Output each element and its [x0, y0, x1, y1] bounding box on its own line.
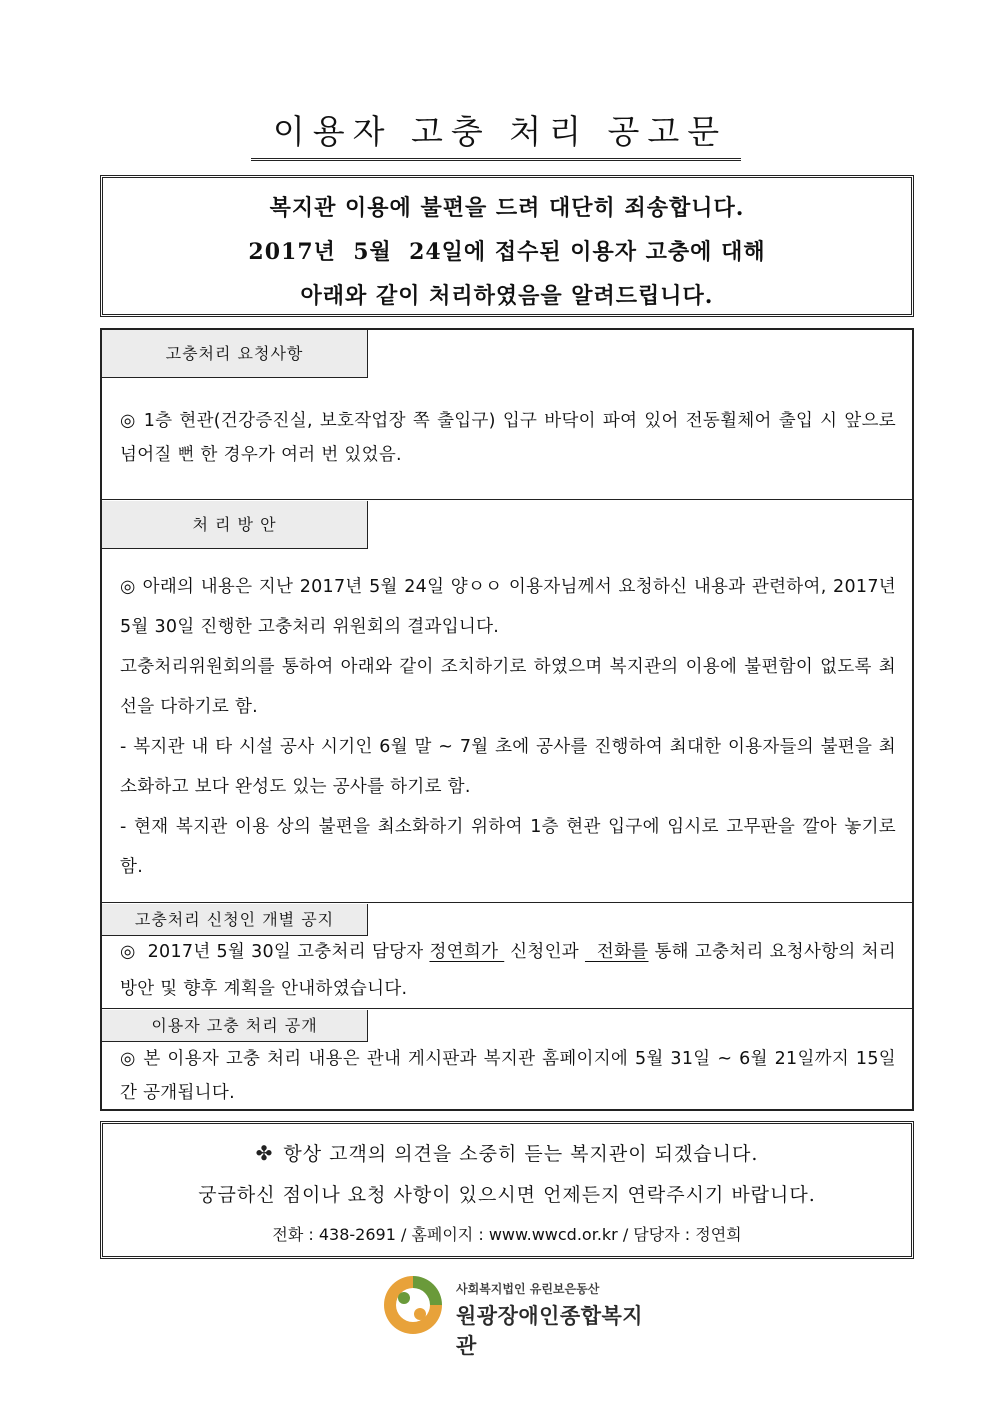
logo-name: 원광장애인종합복지관 [456, 1304, 644, 1358]
notice-label: 고충처리 신청인 개별 공지 [102, 904, 368, 936]
disclosure-label: 이용자 고충 처리 공개 [102, 1010, 368, 1042]
solution-paragraph-4: - 현재 복지관 이용 상의 불편을 최소화하기 위하여 1층 현관 입구에 임시로 고무판을 깔아 놓기로 함. [120, 817, 896, 877]
section-divider [102, 1008, 912, 1009]
notice-person: 정연희가 [429, 942, 505, 962]
section-divider [102, 499, 912, 500]
solution-label: 처 리 방 안 [102, 501, 368, 549]
solution-paragraph-3: - 복지관 내 타 시설 공사 시기인 6월 말 ~ 7월 초에 공사를 진행하여 최대한 이용자들의 불편을 최소화하고 보다 완성도 있는 공사를 하기로 함. [120, 737, 896, 797]
intro-line-2: 2017년 5월 24일에 접수된 이용자 고충에 대해 [248, 239, 766, 265]
disclosure-text: ◎ 본 이용자 고충 처리 내용은 관내 게시판과 복지관 홈페이지에 5월 31일 ~ 6월 21일까지 15일 간 공개됩니다. [120, 1049, 896, 1103]
notice-text [120, 934, 896, 1008]
clover-icon: ✤ [255, 1141, 274, 1165]
solution-paragraph-1: ◎ 아래의 내용은 지난 2017년 5월 24일 양ㅇㅇ 이용자님께서 요청하신 내용과 관련하여, 2017년 5월 30일 진행한 고충처리 위원회의 결과입니다. [120, 577, 896, 637]
notice-text-start: ◎ 2017년 5월 30일 고충처리 담당자 [120, 942, 430, 962]
solution-section [102, 501, 912, 901]
footer-line-2: 궁금하신 점이나 요청 사항이 있으시면 언제든지 연락주시기 바랍니다. [198, 1184, 816, 1206]
logo-subtitle: 사회복지법인 유린보은동산 [456, 1282, 600, 1296]
organization-logo [380, 1272, 650, 1358]
request-label: 고충처리 요청사항 [102, 330, 368, 378]
request-section [102, 330, 912, 500]
footer-line-1-text: 항상 고객의 의견을 소중히 듣는 복지관이 되겠습니다. [283, 1143, 759, 1165]
section-divider [102, 902, 912, 903]
page-title [0, 110, 992, 161]
intro-box [100, 175, 914, 317]
solution-paragraph-2: 고충처리위원회의를 통하여 아래와 같이 조치하기로 하였으며 복지관의 이용에 불편함이 없도록 최선을 다하기로 함. [120, 657, 896, 717]
title-text: 이용자 고충 처리 공고문 [251, 110, 741, 161]
main-content-box [100, 328, 914, 1111]
notice-section [102, 904, 912, 1008]
intro-line-1: 복지관 이용에 불편을 드려 대단히 죄송합니다. [269, 195, 745, 221]
footer-line-1 [103, 1138, 911, 1169]
contact-info: 전화 : 438-2691 / 홈페이지 : www.wwcd.or.kr / 담당자 : 정연희 [272, 1225, 742, 1244]
footer-box [100, 1121, 914, 1259]
request-text: ◎ 1층 현관(건강증진실, 보호작업장 쪽 출입구) 입구 바닥이 파여 있어 전동휠체어 출입 시 앞으로 넘어질 뻔 한 경우가 여러 번 있었음. [120, 411, 896, 465]
notice-text-end: 통해 고충처리 요청사항의 처리방안 및 향후 계획을 안내하였습니다. [120, 942, 896, 999]
disclosure-section [102, 1010, 912, 1110]
intro-line-3: 아래와 같이 처리하였음을 알려드립니다. [300, 283, 714, 309]
notice-text-middle: 신청인과 [504, 942, 585, 962]
solution-text [120, 567, 896, 887]
notice-method: 전화를 [584, 942, 649, 962]
welfare-center-logo-icon [380, 1272, 446, 1338]
